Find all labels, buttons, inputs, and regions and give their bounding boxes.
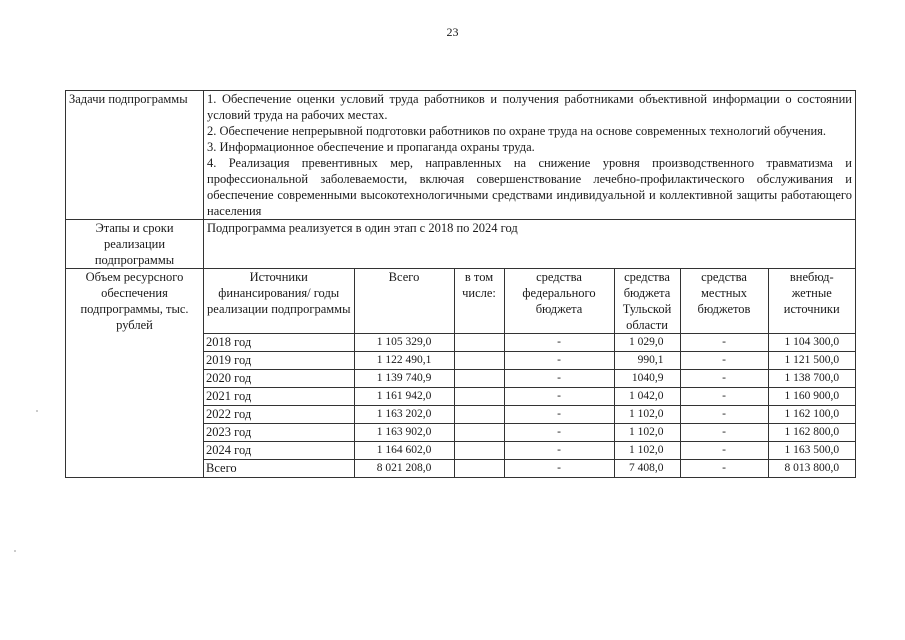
stages-text: Подпрограмма реализуется в один этап с 2018 по 2024 год [204, 220, 856, 269]
total-cell: 1 163 202,0 [354, 406, 454, 424]
year-cell: 2019 год [204, 352, 354, 370]
funding-data-row [204, 334, 855, 352]
funding-label: Объем ресурсного обеспечения подпрограммы, тыс. рублей [66, 269, 204, 478]
year-cell: 2024 год [204, 442, 354, 460]
empty-cell [454, 352, 504, 370]
year-cell: 2020 год [204, 370, 354, 388]
task-item-2: 2. Обеспечение непрерывной подготовки работников по охране труда на основе современных технологий обучения. [207, 124, 827, 138]
year-cell: 2022 год [204, 406, 354, 424]
federal-cell: - [504, 352, 614, 370]
local-cell: - [680, 334, 768, 352]
regional-cell: 7 408,0 [614, 460, 680, 478]
tasks-row [66, 91, 856, 220]
funding-data-row [204, 352, 855, 370]
total-cell: 1 164 602,0 [354, 442, 454, 460]
local-cell: - [680, 460, 768, 478]
header-including: в том числе: [454, 269, 504, 334]
funding-data-row [204, 460, 855, 478]
total-cell: 1 161 942,0 [354, 388, 454, 406]
header-regional: средства бюджета Тульской области [614, 269, 680, 334]
stages-label: Этапы и сроки реализации подпрограммы [66, 220, 204, 269]
empty-cell [454, 460, 504, 478]
federal-cell: - [504, 406, 614, 424]
task-item-4: 4. Реализация превентивных мер, направленных на снижение уровня производственного травматизма и профессиональной заболеваемости, включая совершенствование лечебно-профилактического обслуживания и обеспечение современными высокотехнологичными средствами индивидуальной и коллективной защиты работающего населения [207, 156, 852, 218]
funding-content [204, 269, 856, 478]
local-cell: - [680, 424, 768, 442]
funding-table [204, 269, 855, 477]
empty-cell [454, 370, 504, 388]
funding-header-row [204, 269, 855, 334]
header-extra: внебюд-жетные источники [768, 269, 855, 334]
federal-cell: - [504, 424, 614, 442]
local-cell: - [680, 388, 768, 406]
total-cell: 8 021 208,0 [354, 460, 454, 478]
header-federal: средства федерального бюджета [504, 269, 614, 334]
federal-cell: - [504, 442, 614, 460]
year-cell: 2018 год [204, 334, 354, 352]
extra-cell: 1 104 300,0 [768, 334, 855, 352]
empty-cell [454, 388, 504, 406]
funding-row [66, 269, 856, 478]
extra-cell: 1 138 700,0 [768, 370, 855, 388]
total-cell: 1 105 329,0 [354, 334, 454, 352]
regional-cell: 1 029,0 [614, 334, 680, 352]
extra-cell: 1 163 500,0 [768, 442, 855, 460]
regional-cell: 1 102,0 [614, 442, 680, 460]
extra-cell: 1 162 800,0 [768, 424, 855, 442]
regional-cell: 1 102,0 [614, 424, 680, 442]
scan-speck [36, 410, 38, 412]
total-cell: 1 163 902,0 [354, 424, 454, 442]
extra-cell: 8 013 800,0 [768, 460, 855, 478]
header-total: Всего [354, 269, 454, 334]
scan-speck [14, 550, 16, 552]
subprogram-passport-table [65, 90, 856, 478]
funding-data-row [204, 442, 855, 460]
total-cell: 1 122 490,1 [354, 352, 454, 370]
funding-data-row [204, 388, 855, 406]
year-cell: 2021 год [204, 388, 354, 406]
empty-cell [454, 334, 504, 352]
empty-cell [454, 424, 504, 442]
federal-cell: - [504, 334, 614, 352]
extra-cell: 1 121 500,0 [768, 352, 855, 370]
regional-cell: 1040,9 [614, 370, 680, 388]
funding-data-row [204, 370, 855, 388]
local-cell: - [680, 406, 768, 424]
tasks-content [204, 91, 856, 220]
year-cell: 2023 год [204, 424, 354, 442]
local-cell: - [680, 370, 768, 388]
page-number: 23 [446, 25, 459, 39]
funding-data-row [204, 406, 855, 424]
total-cell: 1 139 740,9 [354, 370, 454, 388]
task-item-1: 1. Обеспечение оценки условий труда работников и получения работниками объективной информации о состоянии условий труда на рабочих местах. [207, 92, 852, 122]
stages-row [66, 220, 856, 269]
empty-cell [454, 406, 504, 424]
local-cell: - [680, 442, 768, 460]
empty-cell [454, 442, 504, 460]
federal-cell: - [504, 460, 614, 478]
task-item-3: 3. Информационное обеспечение и пропаганда охраны труда. [207, 140, 535, 154]
extra-cell: 1 160 900,0 [768, 388, 855, 406]
extra-cell: 1 162 100,0 [768, 406, 855, 424]
header-local: средства местных бюджетов [680, 269, 768, 334]
federal-cell: - [504, 388, 614, 406]
header-sources: Источники финансирования/ годы реализации подпрограммы [204, 269, 354, 334]
tasks-label: Задачи подпрограммы [66, 91, 204, 220]
regional-cell: 990,1 [614, 352, 680, 370]
regional-cell: 1 102,0 [614, 406, 680, 424]
federal-cell: - [504, 370, 614, 388]
regional-cell: 1 042,0 [614, 388, 680, 406]
local-cell: - [680, 352, 768, 370]
funding-data-row [204, 424, 855, 442]
year-cell: Всего [204, 460, 354, 478]
